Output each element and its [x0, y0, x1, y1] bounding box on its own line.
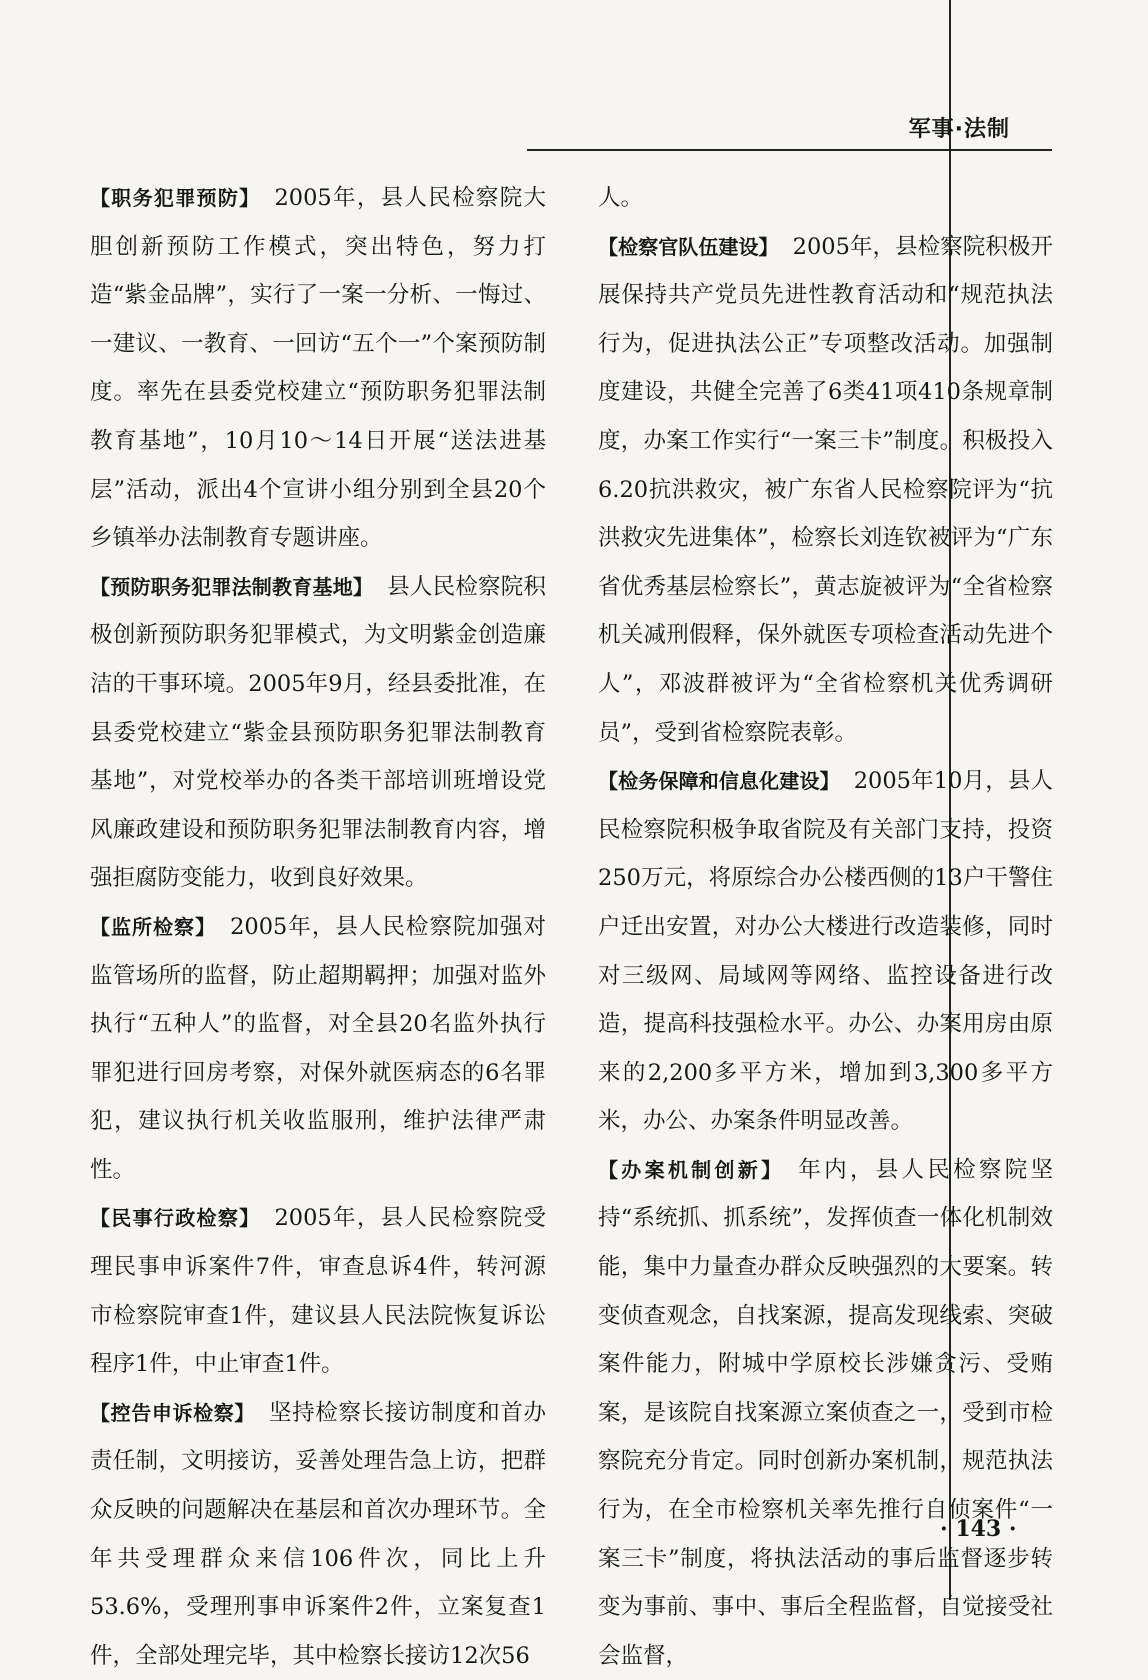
- paragraph-heading: 【检务保障和信息化建设】: [598, 769, 840, 794]
- paragraph-heading: 【办案机制创新】: [598, 1157, 785, 1182]
- paragraph-complaint-appeal: [90, 1389, 546, 1680]
- paragraph-heading: 【民事行政检察】: [90, 1206, 261, 1231]
- paragraph-body: 2005年10月，县人民检察院积极争取省院及有关部门支持，投资250万元，将原综合办公楼西侧的13户干警住户迁出安置，对办公大楼进行改造装修，同时对三级网、局域网等网络、监控设备进行改造，提高科技强检水平。办公、办案用房由原来的2,200多平方米，增加到3,300多平方米，办公、办案条件明显改善。: [598, 768, 1053, 1135]
- paragraph-civil-administrative: [90, 1194, 546, 1388]
- paragraph-body: 年内，县人民检察院坚持“系统抓、抓系统”，发挥侦查一体化机制效能，集中力量查办群众反映强烈的大要案。转变侦查观念，自找案源，提高发现线索、突破案件能力，附城中学原校长涉嫌贪污、受贿案，是该院自找案源立案侦查之一，受到市检察院充分肯定。同时创新办案机制，规范执法行为，在全市检察机关率先推行自侦案件“一案三卡”制度，将执法活动的事后监督逐步转变为事前、事中、事后全程监督，自觉接受社会监督，: [598, 1156, 1053, 1669]
- header-rule: [527, 149, 1052, 151]
- paragraph-informatization: [598, 757, 1053, 1146]
- section-title: 军事·法制: [908, 117, 1010, 142]
- paragraph-body: 坚持检察长接访制度和首办责任制，文明接访，妥善处理告急上访，把群众反映的问题解决在基层和首次办理环节。全年共受理群众来信106件次，同比上升53.6%，受理刑事申诉案件2件，立案复查1件，全部处理完毕，其中检察长接访12次56: [90, 1399, 546, 1669]
- paragraph-body: 2005年，县人民检察院受理民事申诉案件7件，审查息诉4件，转河源市检察院审查1件，建议县人民法院恢复诉讼程序1件，中止审查1件。: [90, 1205, 547, 1378]
- paragraph-continuation: 人。: [598, 185, 644, 211]
- paragraph-body: 2005年，县检察院积极开展保持共产党员先进性教育活动和“规范执法行为，促进执法公正”专项整改活动。加强制度建设，共健全完善了6类41项410条规章制度，办案工作实行“一案三卡”制度。积极投入6.20抗洪救灾，被广东省人民检察院评为“抗洪救灾先进集体”，检察长刘连钦被评为“广东省优秀基层检察长”，黄志旋被评为“全省检察机关减刑假释，保外就医专项检查活动先进个人”，邓波群被评为“全省检察机关优秀调研员”，受到省检察院表彰。: [598, 233, 1054, 746]
- paragraph-body: 2005年，县人民检察院大胆创新预防工作模式，突出特色，努力打造“紫金品牌”，实行了一案一分析、一悔过、一建议、一教育、一回访“五个一”个案预防制度。率先在县委党校建立“预防职务犯罪法制教育基地”，10月10～14日开展“送法进基层”活动，派出4个宣讲小组分别到全县20个乡镇举办法制教育专题讲座。: [90, 185, 547, 552]
- paragraph-heading: 【控告申诉检察】: [90, 1400, 256, 1425]
- paragraph-prison-inspection: [90, 903, 546, 1195]
- page-number: · 143 ·: [940, 1516, 1017, 1542]
- right-column: [598, 174, 1053, 1680]
- paragraph-body: 2005年，县人民检察院加强对监管场所的监督，防止超期羁押；加强对监外执行“五种人”的监督，对全县20名监外执行罪犯进行回房考察，对保外就医病态的6名罪犯，建议执行机关收监服刑，维护法律严肃性。: [90, 913, 547, 1183]
- paragraph-education-base: [90, 563, 546, 903]
- paragraph-body: 县人民检察院积极创新预防职务犯罪模式，为文明紫金创造廉洁的干事环境。2005年9月，经县委批准，在县委党校建立“紫金县预防职务犯罪法制教育基地”，对党校举办的各类干部培训班增设党风廉政建设和预防职务犯罪法制教育内容，增强拒腐防变能力，收到良好效果。: [90, 573, 546, 892]
- left-column: [90, 174, 546, 1680]
- paragraph-heading: 【职务犯罪预防】: [90, 186, 261, 210]
- paragraph-heading: 【预防职务犯罪法制教育基地】: [90, 574, 374, 599]
- paragraph-heading: 【监所检察】: [90, 914, 217, 939]
- paragraph-heading: 【检察官队伍建设】: [598, 234, 779, 259]
- paragraph-job-crime-prevention: [90, 174, 546, 563]
- paragraph-prosecutor-team: [598, 223, 1053, 758]
